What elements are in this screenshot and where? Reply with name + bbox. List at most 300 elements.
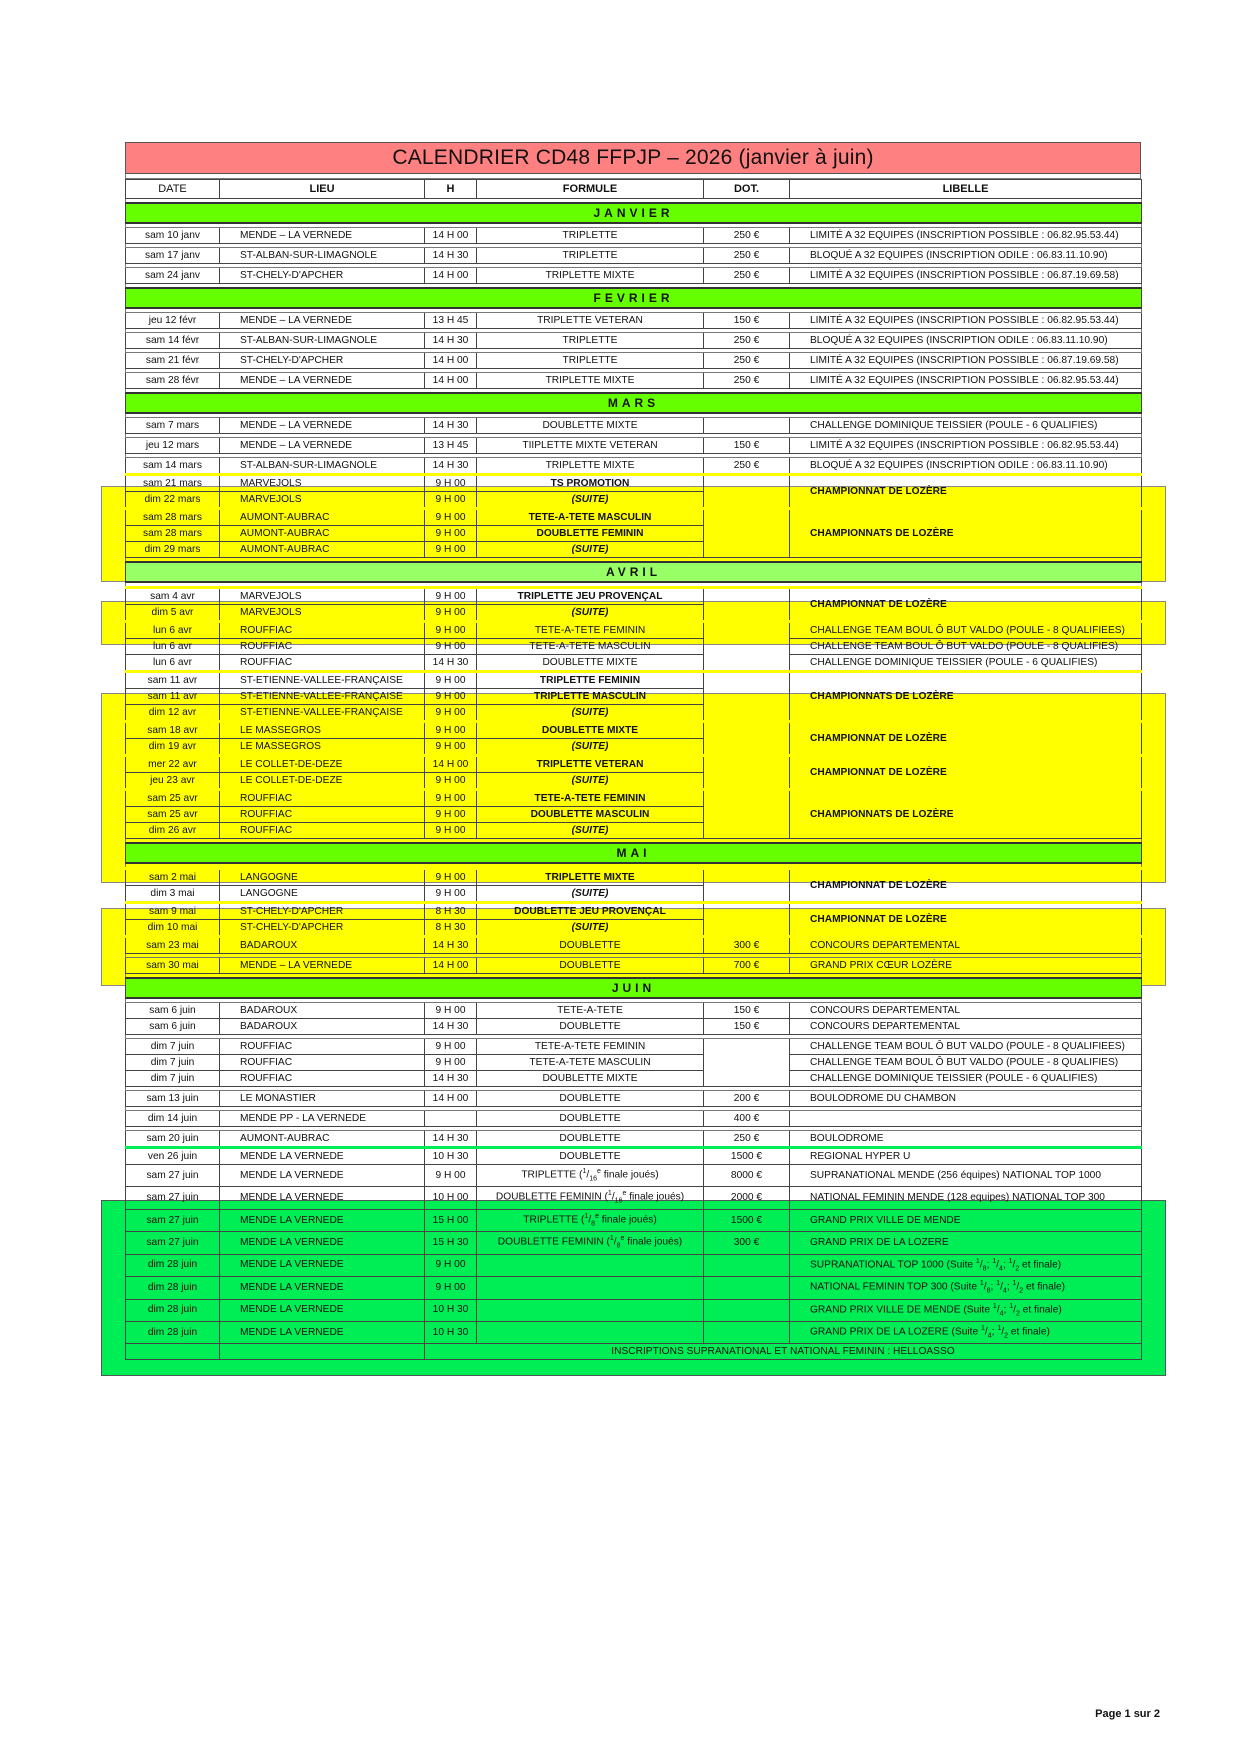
event-row bbox=[126, 655, 1142, 672]
cell-lieu: LE MASSEGROS bbox=[220, 722, 425, 739]
cell-heure: 9 H 00 bbox=[425, 886, 477, 903]
cell-libelle: CHALLENGE TEAM BOUL Ô BUT VALDO (POULE - 8 QUALIFIEES) bbox=[790, 622, 1142, 639]
cell-date: sam 28 févr bbox=[126, 373, 220, 389]
cell-heure: 10 H 30 bbox=[425, 1321, 477, 1343]
cell-lieu: AUMONT-AUBRAC bbox=[220, 542, 425, 558]
cell-formule: TRIPLETTE MIXTE bbox=[477, 869, 704, 886]
cell-formule: DOUBLETTE MIXTE bbox=[477, 418, 704, 434]
cell-date: dim 3 mai bbox=[126, 886, 220, 903]
cell-lieu: LE COLLET-DE-DEZE bbox=[220, 773, 425, 790]
cell-date: sam 13 juin bbox=[126, 1091, 220, 1107]
cell-lieu: LE MASSEGROS bbox=[220, 739, 425, 756]
cell-heure: 14 H 00 bbox=[425, 958, 477, 974]
event-row bbox=[126, 418, 1142, 434]
cell-heure: 14 H 30 bbox=[425, 937, 477, 954]
cell-lieu: MENDE PP - LA VERNEDE bbox=[220, 1111, 425, 1127]
cell-heure: 10 H 30 bbox=[425, 1299, 477, 1321]
cell-dot: 150 € bbox=[704, 313, 790, 329]
header-row bbox=[126, 180, 1142, 199]
cell-dot bbox=[704, 722, 790, 756]
cell-dot: 1500 € bbox=[704, 1209, 790, 1231]
cell-lieu: BADAROUX bbox=[220, 1019, 425, 1035]
cell-heure: 14 H 00 bbox=[425, 373, 477, 389]
cell-lieu: ST-ALBAN-SUR-LIMAGNOLE bbox=[220, 333, 425, 349]
cell-dot: 400 € bbox=[704, 1111, 790, 1127]
cell-formule: TRIPLETTE JEU PROVENÇAL bbox=[477, 588, 704, 605]
cell-libelle: CHALLENGE TEAM BOUL Ô BUT VALDO (POULE - 8 QUALIFIES) bbox=[790, 639, 1142, 655]
cell-lieu: MARVEJOLS bbox=[220, 492, 425, 509]
header-formule: FORMULE bbox=[477, 180, 704, 199]
cell-formule: DOUBLETTE MASCULIN bbox=[477, 807, 704, 823]
cell-heure: 14 H 30 bbox=[425, 1071, 477, 1087]
cell-date: sam 11 avr bbox=[126, 672, 220, 689]
cell-date: sam 6 juin bbox=[126, 1019, 220, 1035]
cell-formule: TETE-A-TETE FEMININ bbox=[477, 1039, 704, 1055]
cell-libelle: CONCOURS DEPARTEMENTAL bbox=[790, 1003, 1142, 1019]
cell-dot: 250 € bbox=[704, 248, 790, 264]
cell-heure: 14 H 30 bbox=[425, 1131, 477, 1148]
cell-dot: 300 € bbox=[704, 1232, 790, 1254]
cell-libelle: CHALLENGE DOMINIQUE TEISSIER (POULE - 6 QUALIFIES) bbox=[790, 1071, 1142, 1087]
event-row bbox=[126, 937, 1142, 954]
cell-heure: 13 H 45 bbox=[425, 313, 477, 329]
cell-date: sam 27 juin bbox=[126, 1232, 220, 1254]
cell-lieu: ST-CHELY-D'APCHER bbox=[220, 353, 425, 369]
event-row bbox=[126, 1071, 1142, 1087]
event-row bbox=[126, 1091, 1142, 1107]
cell-lieu: BADAROUX bbox=[220, 937, 425, 954]
cell-formule: DOUBLETTE bbox=[477, 1148, 704, 1165]
cell-formule: DOUBLETTE bbox=[477, 1131, 704, 1148]
cell-lieu: MENDE – LA VERNEDE bbox=[220, 228, 425, 244]
cell-heure: 9 H 00 bbox=[425, 542, 477, 558]
cell-lieu: LE MONASTIER bbox=[220, 1091, 425, 1107]
cell-formule: DOUBLETTE MIXTE bbox=[477, 655, 704, 672]
cell-lieu: ST-CHELY-D'APCHER bbox=[220, 268, 425, 284]
cell-heure: 9 H 00 bbox=[425, 722, 477, 739]
header-date: DATE bbox=[126, 180, 220, 199]
cell-lieu: MENDE LA VERNEDE bbox=[220, 1277, 425, 1299]
cell-dot: 2000 € bbox=[704, 1187, 790, 1209]
cell-heure: 10 H 00 bbox=[425, 1187, 477, 1209]
cell-date: sam 24 janv bbox=[126, 268, 220, 284]
cell-lieu: LANGOGNE bbox=[220, 869, 425, 886]
cell-formule: TRIPLETTE VETERAN bbox=[477, 313, 704, 329]
cell-formule: DOUBLETTE MIXTE bbox=[477, 722, 704, 739]
cell-dot bbox=[704, 588, 790, 622]
cell-heure: 9 H 00 bbox=[425, 475, 477, 492]
cell-date: sam 27 juin bbox=[126, 1165, 220, 1187]
cell-heure bbox=[425, 1111, 477, 1127]
cell-heure: 9 H 00 bbox=[425, 807, 477, 823]
cell-libelle: CHALLENGE DOMINIQUE TEISSIER (POULE - 6 QUALIFIES) bbox=[790, 655, 1142, 672]
cell-lieu: LE COLLET-DE-DEZE bbox=[220, 756, 425, 773]
cell-lieu: MENDE – LA VERNEDE bbox=[220, 438, 425, 454]
cell-dot: 250 € bbox=[704, 228, 790, 244]
cell-libelle: LIMITÉ A 32 EQUIPES (INSCRIPTION POSSIBLE : 06.82.95.53.44) bbox=[790, 313, 1142, 329]
cell-libelle-championnat: CHAMPIONNAT DE LOZÈRE bbox=[790, 722, 1142, 756]
cell-heure: 14 H 30 bbox=[425, 248, 477, 264]
cell-libelle: LIMITÉ A 32 EQUIPES (INSCRIPTION POSSIBLE : 06.87.19.69.58) bbox=[790, 353, 1142, 369]
cell-heure: 9 H 00 bbox=[425, 790, 477, 807]
cell-heure: 15 H 30 bbox=[425, 1232, 477, 1254]
cell-formule: TIIPLETTE MIXTE VETERAN bbox=[477, 438, 704, 454]
cell-libelle-championnat: CHAMPIONNAT DE LOZÈRE bbox=[790, 588, 1142, 622]
cell-lieu: MENDE LA VERNEDE bbox=[220, 1254, 425, 1276]
month-label: MAI bbox=[126, 843, 1142, 863]
cell-formule: DOUBLETTE bbox=[477, 937, 704, 954]
cell-formule: TRIPLETTE FEMININ bbox=[477, 672, 704, 689]
header-libelle: LIBELLE bbox=[790, 180, 1142, 199]
cell-date: dim 19 avr bbox=[126, 739, 220, 756]
cell-date: dim 28 juin bbox=[126, 1277, 220, 1299]
event-row bbox=[126, 373, 1142, 389]
event-row bbox=[126, 333, 1142, 349]
cell-date: sam 30 mai bbox=[126, 958, 220, 974]
cell-lieu: MARVEJOLS bbox=[220, 588, 425, 605]
event-row bbox=[126, 1277, 1142, 1299]
cell-lieu: MENDE LA VERNEDE bbox=[220, 1148, 425, 1165]
cell-lieu: ST-ETIENNE-VALLEE-FRANÇAISE bbox=[220, 689, 425, 705]
cell-dot: 200 € bbox=[704, 1091, 790, 1107]
cell-formule: (SUITE) bbox=[477, 605, 704, 622]
event-row bbox=[126, 1148, 1142, 1165]
cell-formule: TETE-A-TETE bbox=[477, 1003, 704, 1019]
event-row bbox=[126, 1299, 1142, 1321]
cell-date: dim 5 avr bbox=[126, 605, 220, 622]
cell-date: dim 28 juin bbox=[126, 1321, 220, 1343]
cell-date: sam 14 févr bbox=[126, 333, 220, 349]
cell-formule: (SUITE) bbox=[477, 705, 704, 722]
cell-formule: TRIPLETTE bbox=[477, 248, 704, 264]
event-row bbox=[126, 228, 1142, 244]
cell-heure: 9 H 00 bbox=[425, 492, 477, 509]
cell-lieu: ROUFFIAC bbox=[220, 655, 425, 672]
cell-heure: 9 H 00 bbox=[425, 588, 477, 605]
cell-date: sam 7 mars bbox=[126, 418, 220, 434]
cell-heure: 9 H 00 bbox=[425, 869, 477, 886]
event-row bbox=[126, 672, 1142, 689]
cell-date: dim 28 juin bbox=[126, 1299, 220, 1321]
cell-dot: 250 € bbox=[704, 353, 790, 369]
cell-lieu: BADAROUX bbox=[220, 1003, 425, 1019]
cell-formule: TRIPLETTE ($^1/_8^e$ finale joués) bbox=[477, 1209, 704, 1231]
event-row bbox=[126, 248, 1142, 264]
cell-dot: 150 € bbox=[704, 438, 790, 454]
month-band-juin bbox=[126, 978, 1142, 998]
cell-libelle: REGIONAL HYPER U bbox=[790, 1148, 1142, 1165]
cell-lieu: ST-CHELY-D'APCHER bbox=[220, 920, 425, 937]
cell-formule: (SUITE) bbox=[477, 773, 704, 790]
cell-libelle: LIMITÉ A 32 EQUIPES (INSCRIPTION POSSIBLE : 06.82.95.53.44) bbox=[790, 228, 1142, 244]
cell-heure: 9 H 00 bbox=[425, 509, 477, 526]
cell-libelle: LIMITÉ A 32 EQUIPES (INSCRIPTION POSSIBLE : 06.82.95.53.44) bbox=[790, 373, 1142, 389]
cell-libelle: NATIONAL FEMININ MENDE (128 equipes) NATIONAL TOP 300 bbox=[790, 1187, 1142, 1209]
cell-dot bbox=[704, 790, 790, 839]
cell-dot: 150 € bbox=[704, 1003, 790, 1019]
month-band-janvier bbox=[126, 203, 1142, 223]
cell-formule: DOUBLETTE FEMININ bbox=[477, 526, 704, 542]
cell-formule: DOUBLETTE bbox=[477, 1111, 704, 1127]
cell-dot bbox=[704, 756, 790, 790]
cell-date: dim 7 juin bbox=[126, 1055, 220, 1071]
event-row bbox=[126, 438, 1142, 454]
cell-lieu: ROUFFIAC bbox=[220, 622, 425, 639]
cell-date: sam 2 mai bbox=[126, 869, 220, 886]
event-row bbox=[126, 509, 1142, 526]
page-number: Page 1 sur 2 bbox=[1095, 1708, 1160, 1720]
cell-formule bbox=[477, 1299, 704, 1321]
cell-lieu: ST-ETIENNE-VALLEE-FRANÇAISE bbox=[220, 672, 425, 689]
cell-formule: TRIPLETTE MIXTE bbox=[477, 458, 704, 475]
cell-lieu: AUMONT-AUBRAC bbox=[220, 509, 425, 526]
cell-dot: 8000 € bbox=[704, 1165, 790, 1187]
cell-formule bbox=[477, 1321, 704, 1343]
cell-lieu: MARVEJOLS bbox=[220, 475, 425, 492]
cell-date: sam 27 juin bbox=[126, 1209, 220, 1231]
event-row bbox=[126, 1232, 1142, 1254]
cell-date: sam 28 mars bbox=[126, 526, 220, 542]
event-row bbox=[126, 1187, 1142, 1209]
cell-heure: 14 H 30 bbox=[425, 1019, 477, 1035]
cell-dot bbox=[704, 1039, 790, 1087]
cell-date: sam 6 juin bbox=[126, 1003, 220, 1019]
cell-lieu: ROUFFIAC bbox=[220, 790, 425, 807]
cell-dot bbox=[704, 903, 790, 937]
cell-formule: TRIPLETTE MIXTE bbox=[477, 268, 704, 284]
cell-heure: 9 H 00 bbox=[425, 1039, 477, 1055]
cell-libelle: GRAND PRIX VILLE DE MENDE bbox=[790, 1209, 1142, 1231]
cell-heure: 13 H 45 bbox=[425, 438, 477, 454]
cell-date: dim 7 juin bbox=[126, 1071, 220, 1087]
cell-date: dim 26 avr bbox=[126, 823, 220, 839]
cell-dot bbox=[704, 869, 790, 903]
cell-formule: (SUITE) bbox=[477, 823, 704, 839]
cell-heure: 15 H 00 bbox=[425, 1209, 477, 1231]
cell-formule: TS PROMOTION bbox=[477, 475, 704, 492]
cell-formule: (SUITE) bbox=[477, 920, 704, 937]
cell-date: sam 21 mars bbox=[126, 475, 220, 492]
event-row bbox=[126, 458, 1142, 475]
cell-date: sam 20 juin bbox=[126, 1131, 220, 1148]
cell-date: sam 27 juin bbox=[126, 1187, 220, 1209]
cell-libelle-championnat: CHAMPIONNATS DE LOZÈRE bbox=[790, 790, 1142, 839]
cell-heure: 9 H 00 bbox=[425, 739, 477, 756]
month-band-mai bbox=[126, 843, 1142, 863]
event-row bbox=[126, 958, 1142, 974]
cell-date: dim 22 mars bbox=[126, 492, 220, 509]
cell-lieu: AUMONT-AUBRAC bbox=[220, 526, 425, 542]
cell-date: jeu 23 avr bbox=[126, 773, 220, 790]
cell-heure: 8 H 30 bbox=[425, 920, 477, 937]
cell-heure: 9 H 00 bbox=[425, 622, 477, 639]
cell-heure: 9 H 00 bbox=[425, 1055, 477, 1071]
cell-dot bbox=[704, 1254, 790, 1276]
cell-lieu: ROUFFIAC bbox=[220, 1039, 425, 1055]
cell-dot: 250 € bbox=[704, 333, 790, 349]
cell-libelle: BLOQUÉ A 32 EQUIPES (INSCRIPTION ODILE : 06.83.11.10.90) bbox=[790, 458, 1142, 475]
cell-date: sam 4 avr bbox=[126, 588, 220, 605]
cell-lieu: MENDE – LA VERNEDE bbox=[220, 313, 425, 329]
cell-empty bbox=[126, 1344, 220, 1360]
cell-date: dim 7 juin bbox=[126, 1039, 220, 1055]
cell-date: sam 10 janv bbox=[126, 228, 220, 244]
cell-libelle: SUPRANATIONAL MENDE (256 équipes) NATIONAL TOP 1000 bbox=[790, 1165, 1142, 1187]
cell-formule: TRIPLETTE VETERAN bbox=[477, 756, 704, 773]
cell-lieu: MENDE LA VERNEDE bbox=[220, 1209, 425, 1231]
cell-dot bbox=[704, 509, 790, 558]
cell-libelle-championnat: CHAMPIONNAT DE LOZÈRE bbox=[790, 756, 1142, 790]
cell-lieu: AUMONT-AUBRAC bbox=[220, 1131, 425, 1148]
cell-heure: 14 H 30 bbox=[425, 458, 477, 475]
cell-heure: 9 H 00 bbox=[425, 1165, 477, 1187]
event-row bbox=[126, 353, 1142, 369]
event-row bbox=[126, 1003, 1142, 1019]
event-row bbox=[126, 268, 1142, 284]
cell-lieu: ROUFFIAC bbox=[220, 1055, 425, 1071]
cell-lieu: MENDE – LA VERNEDE bbox=[220, 958, 425, 974]
event-row bbox=[126, 1111, 1142, 1127]
cell-date: lun 6 avr bbox=[126, 622, 220, 639]
month-band-fevrier bbox=[126, 288, 1142, 308]
cell-formule: DOUBLETTE bbox=[477, 958, 704, 974]
cell-lieu: ROUFFIAC bbox=[220, 823, 425, 839]
cell-lieu: ST-ALBAN-SUR-LIMAGNOLE bbox=[220, 458, 425, 475]
cell-formule: DOUBLETTE FEMININ ($^1/_{16}^e$ finale joués) bbox=[477, 1187, 704, 1209]
cell-libelle: CHALLENGE TEAM BOUL Ô BUT VALDO (POULE - 8 QUALIFIES) bbox=[790, 1055, 1142, 1071]
cell-date: sam 14 mars bbox=[126, 458, 220, 475]
cell-libelle: BLOQUÉ A 32 EQUIPES (INSCRIPTION ODILE : 06.83.11.10.90) bbox=[790, 333, 1142, 349]
cell-formule: DOUBLETTE FEMININ ($^1/_8^e$ finale joués) bbox=[477, 1232, 704, 1254]
cell-formule: TETE-A-TETE FEMININ bbox=[477, 790, 704, 807]
cell-formule: TRIPLETTE MIXTE bbox=[477, 373, 704, 389]
cell-date: jeu 12 mars bbox=[126, 438, 220, 454]
month-label: JANVIER bbox=[126, 203, 1142, 223]
cell-date: sam 11 avr bbox=[126, 689, 220, 705]
cell-date: sam 17 janv bbox=[126, 248, 220, 264]
cell-lieu: MENDE LA VERNEDE bbox=[220, 1187, 425, 1209]
event-row bbox=[126, 1039, 1142, 1055]
cell-date: dim 29 mars bbox=[126, 542, 220, 558]
cell-date: lun 6 avr bbox=[126, 655, 220, 672]
cell-heure: 9 H 00 bbox=[425, 639, 477, 655]
event-row bbox=[126, 1055, 1142, 1071]
cell-date: ven 26 juin bbox=[126, 1148, 220, 1165]
cell-heure: 9 H 00 bbox=[425, 1277, 477, 1299]
cell-heure: 9 H 00 bbox=[425, 526, 477, 542]
cell-dot: 250 € bbox=[704, 373, 790, 389]
page-title: CALENDRIER CD48 FFPJP – 2026 (janvier à juin) bbox=[125, 142, 1141, 174]
cell-dot: 1500 € bbox=[704, 1148, 790, 1165]
cell-heure: 9 H 00 bbox=[425, 1003, 477, 1019]
cell-lieu: ST-CHELY-D'APCHER bbox=[220, 903, 425, 920]
cell-date: dim 10 mai bbox=[126, 920, 220, 937]
cell-dot bbox=[704, 1299, 790, 1321]
cell-date: dim 12 avr bbox=[126, 705, 220, 722]
cell-libelle: CONCOURS DEPARTEMENTAL bbox=[790, 1019, 1142, 1035]
cell-lieu: ST-ETIENNE-VALLEE-FRANÇAISE bbox=[220, 705, 425, 722]
cell-lieu: MENDE – LA VERNEDE bbox=[220, 373, 425, 389]
cell-formule: (SUITE) bbox=[477, 739, 704, 756]
cell-dot: 250 € bbox=[704, 1131, 790, 1148]
cell-heure: 14 H 30 bbox=[425, 333, 477, 349]
cell-heure: 9 H 00 bbox=[425, 689, 477, 705]
cell-date: sam 23 mai bbox=[126, 937, 220, 954]
cell-heure: 14 H 30 bbox=[425, 418, 477, 434]
cell-libelle: GRAND PRIX VILLE DE MENDE (Suite $^1/_4$; $^1/_2$ et finale) bbox=[790, 1299, 1142, 1321]
cell-libelle: CONCOURS DEPARTEMENTAL bbox=[790, 937, 1142, 954]
cell-dot: 700 € bbox=[704, 958, 790, 974]
cell-formule: TRIPLETTE MASCULIN bbox=[477, 689, 704, 705]
cell-lieu: ROUFFIAC bbox=[220, 807, 425, 823]
event-row bbox=[126, 1165, 1142, 1187]
cell-formule: (SUITE) bbox=[477, 492, 704, 509]
cell-formule: (SUITE) bbox=[477, 886, 704, 903]
event-row bbox=[126, 588, 1142, 605]
cell-dot: 250 € bbox=[704, 458, 790, 475]
cell-formule bbox=[477, 1254, 704, 1276]
cell-heure: 14 H 00 bbox=[425, 1091, 477, 1107]
event-row bbox=[126, 1131, 1142, 1148]
cell-date: dim 14 juin bbox=[126, 1111, 220, 1127]
cell-formule: (SUITE) bbox=[477, 542, 704, 558]
cell-heure: 9 H 00 bbox=[425, 605, 477, 622]
cell-heure: 9 H 00 bbox=[425, 705, 477, 722]
cell-formule: TETE-A-TETE MASCULIN bbox=[477, 639, 704, 655]
calendar-page bbox=[125, 142, 1141, 1360]
event-row bbox=[126, 756, 1142, 773]
cell-lieu: ROUFFIAC bbox=[220, 1071, 425, 1087]
cell-date: sam 28 mars bbox=[126, 509, 220, 526]
month-label: AVRIL bbox=[126, 562, 1142, 582]
cell-formule: DOUBLETTE bbox=[477, 1019, 704, 1035]
cell-date: sam 9 mai bbox=[126, 903, 220, 920]
header-dot: DOT. bbox=[704, 180, 790, 199]
cell-libelle: CHALLENGE DOMINIQUE TEISSIER (POULE - 6 QUALIFIES) bbox=[790, 418, 1142, 434]
cell-heure: 14 H 30 bbox=[425, 655, 477, 672]
cell-libelle: SUPRANATIONAL TOP 1000 (Suite $^1/_8$; $^1/_4$; $^1/_2$ et finale) bbox=[790, 1254, 1142, 1276]
header-h: H bbox=[425, 180, 477, 199]
cell-heure: 14 H 00 bbox=[425, 353, 477, 369]
cell-formule: TRIPLETTE ($^1/_{16}^e$ finale joués) bbox=[477, 1165, 704, 1187]
event-row bbox=[126, 722, 1142, 739]
cell-lieu: MENDE LA VERNEDE bbox=[220, 1165, 425, 1187]
cell-libelle-championnat: CHAMPIONNAT DE LOZÈRE bbox=[790, 475, 1142, 509]
cell-libelle: BOULODROME DU CHAMBON bbox=[790, 1091, 1142, 1107]
inscriptions-note-row bbox=[126, 1344, 1142, 1360]
cell-libelle: BLOQUÉ A 32 EQUIPES (INSCRIPTION ODILE : 06.83.11.10.90) bbox=[790, 248, 1142, 264]
cell-dot bbox=[704, 418, 790, 434]
cell-date: sam 25 avr bbox=[126, 790, 220, 807]
cell-heure: 14 H 00 bbox=[425, 756, 477, 773]
cell-date: sam 18 avr bbox=[126, 722, 220, 739]
event-row bbox=[126, 313, 1142, 329]
event-row bbox=[126, 1254, 1142, 1276]
cell-heure: 10 H 30 bbox=[425, 1148, 477, 1165]
cell-formule: DOUBLETTE bbox=[477, 1091, 704, 1107]
event-row bbox=[126, 622, 1142, 639]
cell-heure: 8 H 30 bbox=[425, 903, 477, 920]
cell-date: dim 28 juin bbox=[126, 1254, 220, 1276]
event-row bbox=[126, 475, 1142, 492]
cell-heure: 14 H 00 bbox=[425, 268, 477, 284]
event-row bbox=[126, 639, 1142, 655]
cell-dot bbox=[704, 1277, 790, 1299]
cell-libelle: LIMITÉ A 32 EQUIPES (INSCRIPTION POSSIBLE : 06.87.19.69.58) bbox=[790, 268, 1142, 284]
cell-libelle: GRAND PRIX DE LA LOZERE (Suite $^1/_4$; $^1/_2$ et finale) bbox=[790, 1321, 1142, 1343]
header-lieu: LIEU bbox=[220, 180, 425, 199]
cell-libelle: LIMITÉ A 32 EQUIPES (INSCRIPTION POSSIBLE : 06.82.95.53.44) bbox=[790, 438, 1142, 454]
